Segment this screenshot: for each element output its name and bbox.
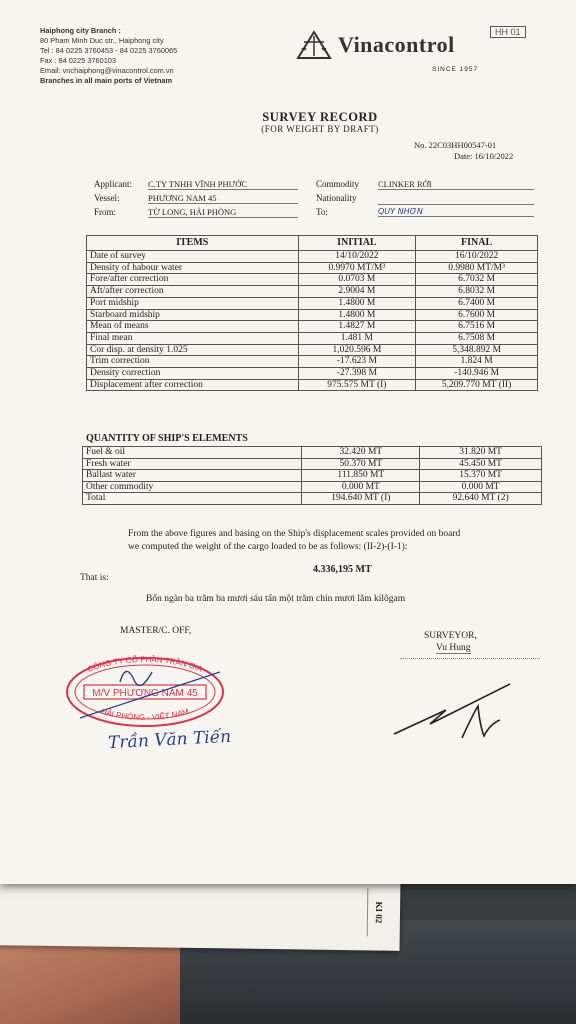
initial-value: 0.0703 M	[298, 274, 416, 286]
element-label: Total	[83, 493, 302, 505]
initial-value: 50.370 MT	[302, 458, 420, 470]
initial-value: 975.575 MT (I)	[298, 379, 416, 391]
header-initial: INITIAL	[298, 236, 416, 251]
applicant-label: Applicant:	[94, 179, 132, 189]
initial-value: 0.000 MT	[302, 481, 420, 493]
applicant-value: C.TY TNHH VĨNH PHƯỚC	[148, 179, 298, 190]
table-row	[87, 332, 538, 344]
stamp-vessel-text: M/V PHƯƠNG NAM 45	[92, 688, 198, 699]
final-value: 6.7508 M	[416, 332, 538, 344]
next-page-label: KI 02	[367, 888, 391, 936]
final-value: 92.640 MT (2)	[420, 493, 542, 505]
table-row	[87, 297, 538, 309]
table-row	[87, 309, 538, 321]
master-signature-name: Trần Văn Tiến	[107, 726, 232, 754]
stamp-bottom-text: HẢI PHÒNG - VIỆT NAM	[100, 706, 190, 722]
nationality-value	[378, 193, 534, 205]
item-label: Aft/after correction	[87, 286, 299, 298]
initial-value: 1.4800 M	[298, 297, 416, 309]
initial-value: 111.850 MT	[302, 470, 420, 482]
from-label: From:	[94, 207, 117, 217]
cargo-weight-result: 4.336,195 MT	[313, 564, 372, 575]
surveyor-signature	[390, 676, 540, 746]
branch-title: Haiphong city Branch :	[40, 26, 121, 35]
item-label: Port midship	[87, 297, 299, 309]
table-row	[83, 481, 542, 493]
final-value: 6.7400 M	[416, 297, 538, 309]
company-logo	[296, 30, 455, 60]
table-row	[87, 251, 538, 263]
element-label: Fuel & oil	[83, 447, 302, 459]
initial-value: 2.9004 M	[298, 286, 416, 298]
item-label: Density correction	[87, 368, 299, 380]
master-initials-signature	[120, 671, 152, 685]
header-final: FINAL	[416, 236, 538, 251]
stamp-seal	[60, 652, 230, 732]
branch-ports: Branches in all main ports of Vietnam	[40, 76, 173, 85]
branch-street: 80 Pham Minh Duc str., Haiphong city	[40, 36, 164, 45]
final-value: 6.7516 M	[416, 321, 538, 333]
final-value: 1.824 M	[416, 356, 538, 368]
surveyor-label: SURVEYOR,	[424, 631, 477, 641]
document-subtitle: (FOR WEIGHT BY DRAFT)	[261, 124, 379, 134]
final-value: 6.8032 M	[416, 286, 538, 298]
item-label: Fore/after correction	[87, 274, 299, 286]
quantity-table	[82, 446, 542, 505]
table-row	[87, 262, 538, 274]
table-row	[83, 493, 542, 505]
initial-value: 0.9970 MT/M³	[298, 262, 416, 274]
final-value: 5,209.770 MT (II)	[416, 379, 538, 391]
table-row	[87, 356, 538, 368]
branch-address	[40, 26, 177, 86]
final-value: -140.946 M	[416, 368, 538, 380]
item-label: Density of habour water	[87, 262, 299, 274]
final-value: 45.450 MT	[420, 458, 542, 470]
that-is-label: That is:	[80, 573, 109, 583]
table-row	[83, 470, 542, 482]
record-date: Date: 16/10/2022	[454, 151, 514, 161]
initial-value: 1,020.596 M	[298, 344, 416, 356]
weight-in-words: Bốn ngàn ba trăm ba mươi sáu tấn một trăm chín mươi lăm kilôgam	[146, 594, 406, 604]
final-value: 5,348.892 M	[416, 344, 538, 356]
final-value: 15.370 MT	[420, 470, 542, 482]
table-row	[87, 274, 538, 286]
initial-value: 14/10/2022	[298, 251, 416, 263]
item-label: Final mean	[87, 332, 299, 344]
survey-table-header	[87, 236, 538, 251]
to-value: QUY NHƠN	[378, 207, 534, 217]
table-row	[87, 368, 538, 380]
item-label: Starboard midship	[87, 309, 299, 321]
table-row	[83, 447, 542, 459]
surveyor-name: Vu Hung	[436, 643, 471, 653]
commodity-value: CLINKER RỜI	[378, 179, 534, 190]
next-page-sheet	[0, 875, 400, 951]
stamp-top-text: CÔNG TY CỔ PHẦN TRẦN GIA	[86, 654, 204, 674]
item-label: Cor disp. at density 1.025	[87, 344, 299, 356]
branch-fax: Fax : 84 0225 3760103	[40, 56, 117, 65]
final-value: 16/10/2022	[416, 251, 538, 263]
logo-name: Vinacontrol	[338, 32, 455, 57]
surveyor-signature-line	[400, 658, 540, 659]
initial-value: 1.4827 M	[298, 321, 416, 333]
paragraph-line-1: From the above figures and basing on the Ship's displacement scales provided on board	[128, 529, 461, 539]
branch-email: Email: vnchaiphong@vinacontrol.com.vn	[40, 66, 174, 75]
computation-paragraph	[128, 528, 568, 554]
nationality-label: Nationality	[316, 193, 357, 203]
final-value: 6.7032 M	[416, 274, 538, 286]
document-title: SURVEY RECORD	[262, 110, 378, 124]
item-label: Trim correction	[87, 356, 299, 368]
initial-value: -17.623 M	[298, 356, 416, 368]
item-label: Mean of means	[87, 321, 299, 333]
final-value: 31.820 MT	[420, 447, 542, 459]
svg-text:HẢI PHÒNG - VIỆT NAM	[100, 707, 190, 722]
element-label: Ballast water	[83, 470, 302, 482]
table-row	[83, 458, 542, 470]
commodity-label: Commodity	[316, 179, 360, 189]
table-row	[87, 344, 538, 356]
final-value: 6.7600 M	[416, 309, 538, 321]
table-row	[87, 379, 538, 391]
to-label: To:	[316, 207, 328, 217]
master-label: MASTER/C. OFF,	[120, 626, 192, 636]
item-label: Displacement after correction	[87, 379, 299, 391]
scale-icon	[296, 30, 332, 60]
paragraph-line-2: we computed the weight of the cargo loaded to be as follows: (II-2)-(I-1):	[128, 542, 408, 552]
form-number: HH 01	[490, 26, 526, 38]
company-stamp	[60, 652, 230, 737]
initial-value: -27.398 M	[298, 368, 416, 380]
quantity-title: QUANTITY OF SHIP'S ELEMENTS	[86, 433, 248, 444]
survey-table	[86, 235, 538, 391]
vessel-label: Vessel:	[94, 193, 120, 203]
item-label: Date of survey	[87, 251, 299, 263]
header-items: ITEMS	[87, 236, 299, 251]
initial-value: 194.640 MT (I)	[302, 493, 420, 505]
initial-value: 32.420 MT	[302, 447, 420, 459]
branch-tel: Tel : 84 0225 3760453 - 84 0225 3760065	[40, 46, 178, 55]
record-number: No. 22C03HH00547-01	[414, 140, 497, 150]
from-value: TỪ LONG, HẢI PHÒNG	[148, 207, 298, 218]
final-value: 0.9980 MT/M³	[416, 262, 538, 274]
element-label: Fresh water	[83, 458, 302, 470]
logo-since: SINCE 1957	[432, 66, 479, 73]
final-value: 0.000 MT	[420, 481, 542, 493]
table-row	[87, 321, 538, 333]
element-label: Other commodity	[83, 481, 302, 493]
table-row	[87, 286, 538, 298]
vessel-value: PHƯƠNG NAM 45	[148, 193, 298, 204]
initial-value: 1.4800 M	[298, 309, 416, 321]
initial-value: 1.481 M	[298, 332, 416, 344]
